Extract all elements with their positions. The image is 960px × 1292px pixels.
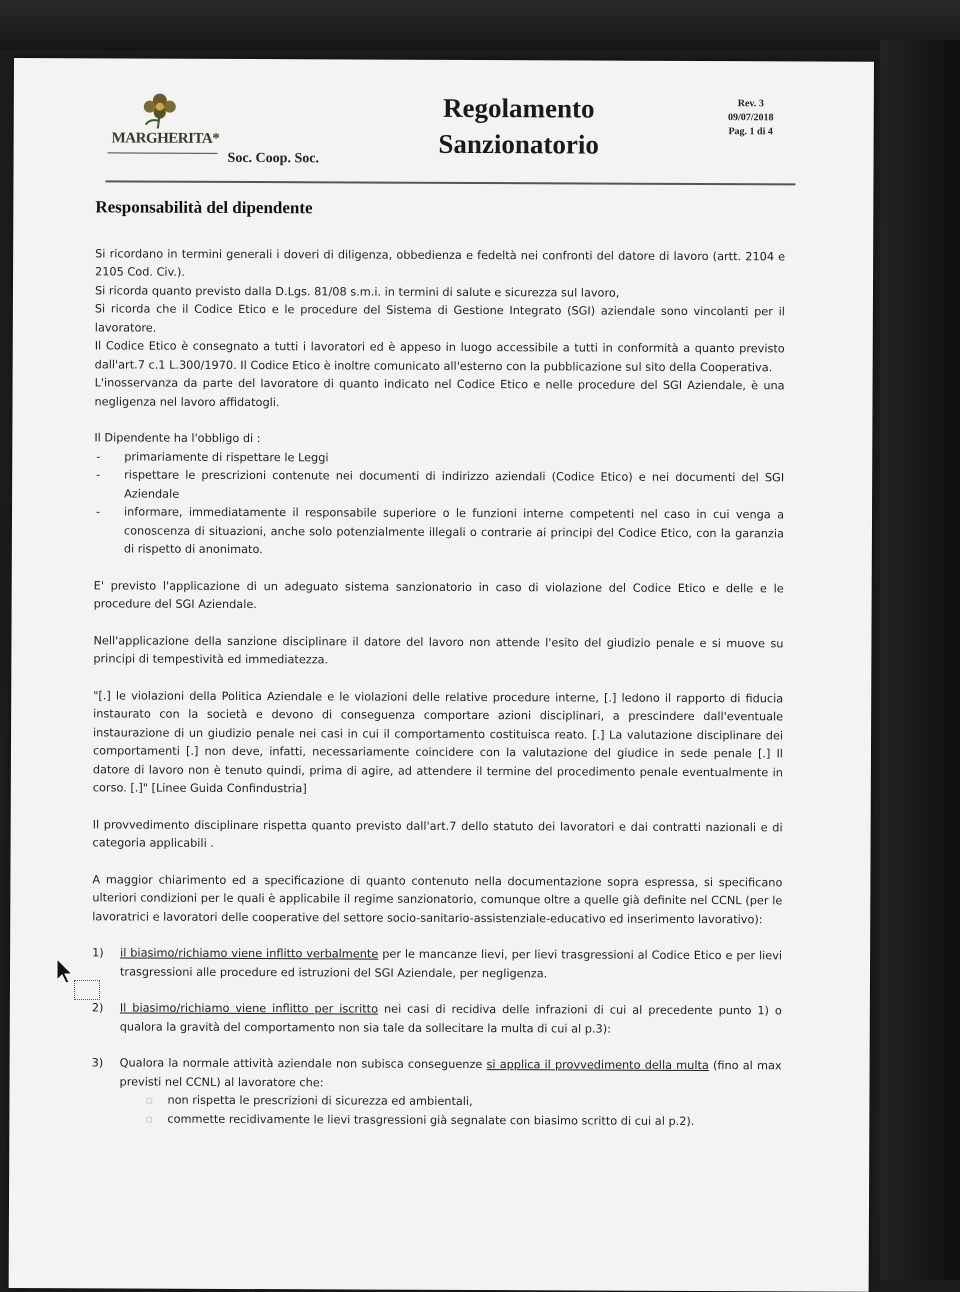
sub-item: ▫ non rispetta le prescrizioni di sicurezza ed ambientali,	[167, 1092, 781, 1113]
sanction-title: si applica il provvedimento della multa	[486, 1058, 709, 1073]
list-item: - informare, immediatamente il responsabile superiore o le funzioni interne competenti nel caso in cui venga a conoscenza di situazioni, anche solo potenzialmente illegali o contrarie ai principi del Codice Etico, con la garanzia di rispetto di anonimato.	[124, 503, 784, 561]
sanction-text: per le mancanze lievi, per lievi trasgressioni al Codice Etico e per lievi trasgressioni alle procedure ed istruzioni del SGI Aziendale, per negligenza.	[119, 947, 783, 980]
item-number: 1)	[92, 946, 104, 960]
paragraph: Si ricorda che il Codice Etico e le procedure del Sistema di Gestione Integrato (SGI) aziendale sono vincolanti per il lavoratore.	[94, 302, 785, 335]
sub-list	[119, 1091, 781, 1131]
list-item: - rispettare le prescrizioni contenute nei documenti di indirizzo aziendali (Codice Etico) e nei documenti del SGI Aziendale	[124, 466, 784, 506]
list-item: - primariamente di rispettare le Leggi	[124, 448, 784, 469]
document-page	[9, 58, 874, 1292]
logo-underline	[108, 152, 218, 153]
sanction-text: nei casi di recidiva delle infrazioni di cui al precedente punto 1) o qualora la gravità del comportamento non sia tale da sollecitare la multa di cui al p.3):	[119, 1002, 782, 1036]
document-body	[91, 198, 785, 1149]
paragraph: L'inosservanza da parte del lavoratore di quanto indicato nel Codice Etico e nelle procedure del SGI Aziendale, è una negligenza nel lavoro affidatogli.	[94, 376, 785, 409]
sanction-item	[91, 999, 782, 1039]
item-number: 3)	[91, 1056, 104, 1070]
revision-block	[706, 97, 796, 139]
title-line-2: Sanzionatorio	[438, 128, 599, 160]
paragraph: Si ricordano in termini generali i doveri di diligenza, obbedienza e fedeltà nei confronti del datore di lavoro (artt. 2104 e 2105 Cod. Civ.).	[95, 246, 786, 279]
section-heading: Responsabilità del dipendente	[95, 197, 313, 218]
paragraph: Nell'applicazione della sanzione disciplinare il datore del lavoro non attende l'esito del giudizio penale e si muove su principi di tempestività ed immediatezza.	[93, 633, 784, 667]
sub-item: ▫ commette recidivamente le lievi trasgressioni già segnalate con biasimo scritto di cui al p.2).	[167, 1110, 781, 1131]
mouse-cursor-icon	[56, 958, 74, 984]
item-number: 2)	[91, 1001, 104, 1015]
document-header	[105, 80, 795, 185]
company-logo	[106, 88, 226, 163]
company-type: Soc. Coop. Soc.	[227, 150, 320, 167]
flower-logo-icon	[130, 89, 190, 129]
obligations-list	[94, 448, 784, 562]
revision-number: Rev. 3	[737, 98, 764, 110]
paragraph: Il Codice Etico è consegnato a tutti i lavoratori ed è appeso in luogo accessibile a tutti in conformità a quanto previsto dall'art.7 c.1 L.300/1970. Il Codice Etico è inoltre comunicato all'esterno con la pubblicazione sul sito della Cooperativa.	[94, 339, 785, 374]
page-number: Pag. 1 di 4	[728, 126, 773, 138]
selection-marquee	[74, 980, 100, 1000]
document-title	[424, 90, 614, 163]
monitor-bezel-top	[0, 0, 960, 50]
sanctions-list	[91, 944, 782, 1131]
obligations-intro: Il Dipendente ha l'obbligo di :	[94, 431, 261, 446]
sanction-title: il biasimo/richiamo viene inflitto verbalmente	[120, 946, 379, 961]
paragraph: Si ricorda quanto previsto dalla D.Lgs. 81/08 s.m.i. in termini di salute e sicurezza sul lavoro,	[94, 283, 620, 300]
monitor-bezel-right	[880, 40, 960, 1280]
sanction-title: Il biasimo/richiamo viene inflitto per iscritto	[119, 1001, 379, 1016]
title-line-1: Regolamento	[442, 92, 595, 124]
sanction-item	[92, 944, 783, 984]
logo-text: MARGHERITA*	[111, 130, 220, 147]
paragraph: E' previsto l'applicazione di un adeguato sistema sanzionatorio in caso di violazione del Codice Etico e delle e le procedure del SGI Aziendale.	[93, 578, 784, 612]
sanction-item	[91, 1054, 782, 1131]
revision-date: 09/07/2018	[727, 112, 774, 124]
sanction-pre: Qualora la normale attività aziendale non subisca conseguenze	[119, 1056, 487, 1072]
paragraph: Il provvedimento disciplinare rispetta quanto previsto dall'art.7 dello statuto dei lavoratori e dai contratti nazionali e di categoria applicabili .	[92, 817, 783, 850]
paragraph: A maggior chiarimento ed a specificazione di quanto contenuto nella documentazione sopra espressa, si specificano ulteriori condizioni per le quali è applicabile il regime sanzionatorio, comunque oltre a quelle già definite nel CCNL (per le lavoratrici e lavoratori delle cooperative del settore socio-sanitario-assistenziale-educativo ed inserimento lavorativo):	[92, 872, 783, 926]
sanction-text: (fino al max previsti nel CCNL) al lavoratore che:	[119, 1059, 782, 1089]
quote-paragraph: "[.] le violazioni della Politica Aziendale e le violazioni delle relative procedure interne, [.] ledono il rapporto di fiducia instaurato con la società e devono di conseguenza comportare azioni disciplinari, a prescindere dall'eventuale instaurazione di un giudizio penale nei casi in cui il comportamento costituisca reato. [.] La valutazione disciplinare dei comportamenti [.] non deve, infatti, necessariamente coincidere con la valutazione del giudice in sede penale [.] Il datore di lavoro non è tenuto quindi, prima di agire, ad attendere il termine del procedimento penale eventualmente in corso. [.]" [Linee Guida Confindustria]	[92, 688, 784, 796]
